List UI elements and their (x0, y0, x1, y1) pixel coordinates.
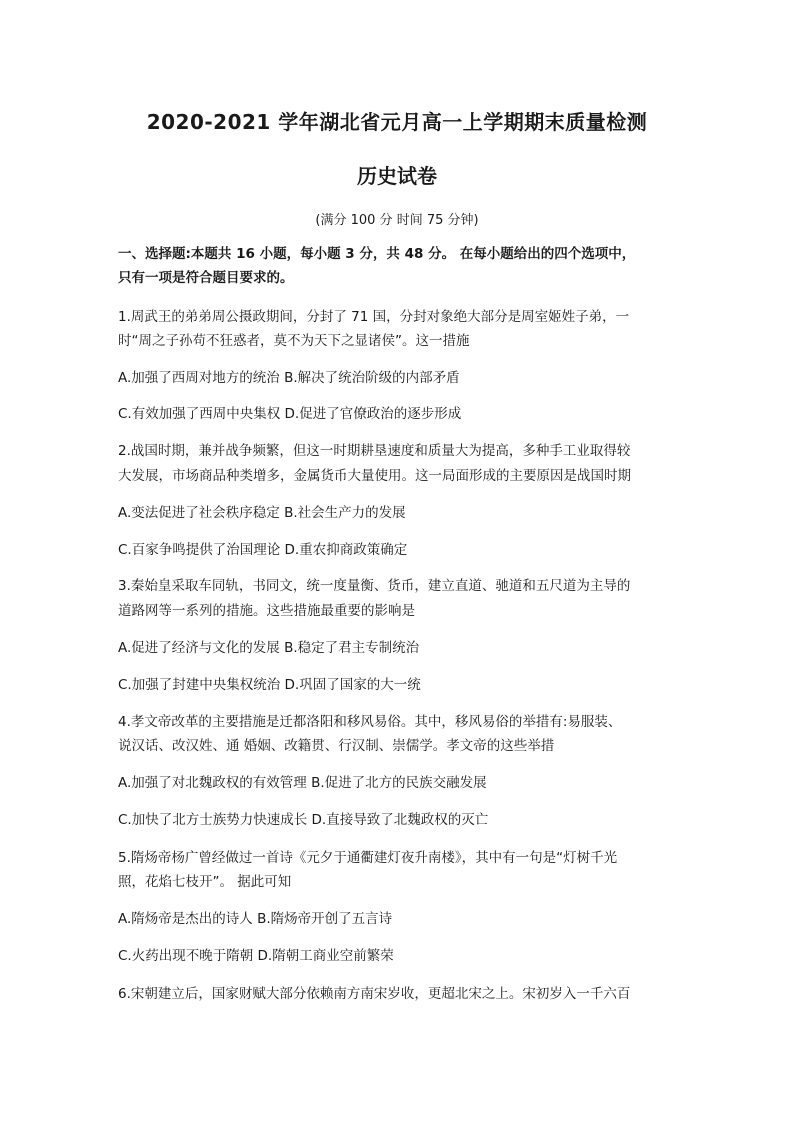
question-3-options-cd: C.加强了封建中央集权统治 D.巩固了国家的大一统 (118, 677, 421, 693)
question-1-options-cd: C.有效加强了西周中央集权 D.促进了官僚政治的逐步形成 (118, 406, 462, 422)
question-3-stem-line-2: 道路网等一系列的措施。这些措施最重要的影响是 (118, 603, 415, 619)
question-2-options-ab: A.变法促进了社会秩序稳定 B.社会生产力的发展 (118, 505, 406, 521)
question-2-options-cd: C.百家争鸣提供了治国理论 D.重农抑商政策确定 (118, 542, 408, 558)
question-3-options-ab: A.促进了经济与文化的发展 B.稳定了君主专制统治 (118, 640, 420, 656)
question-3-stem-line-1: 3.秦始皇采取车同轨，书同文，统一度量衡、货币，建立直道、驰道和五尺道为主导的 (118, 578, 631, 594)
question-1-options-ab: A.加强了西周对地方的统治 B.解决了统治阶级的内部矛盾 (118, 370, 460, 386)
exam-subject: 历史试卷 (357, 164, 437, 188)
section-heading-line-2: 只有一项是符合题目要求的。 (118, 270, 294, 286)
question-5-stem-line-2: 照，花焰七枝开”。 据此可知 (118, 874, 292, 890)
question-2-stem-line-1: 2.战国时期，兼并战争频繁，但这一时期耕垦速度和质量大为提高，多种手工业取得较 (118, 443, 631, 459)
question-1-stem-line-2: 时“周之子孙苟不狂惑者，莫不为天下之显诸侯”。这一措施 (118, 333, 470, 349)
question-4-options-ab: A.加强了对北魏政权的有效管理 B.促进了北方的民族交融发展 (118, 775, 487, 791)
exam-title: 2020-2021 学年湖北省元月高一上学期期末质量检测 (146, 110, 648, 134)
section-heading-line-1: 一、选择题:本题共 16 小题，每小题 3 分，共 48 分。 在每小题给出的四个选项中， (118, 246, 636, 262)
question-1-stem-line-1: 1.周武王的弟弟周公摄政期间，分封了 71 国，分封对象绝大部分是周室姬姓子弟，一 (118, 309, 630, 325)
question-5-options-cd: C.火药出现不晚于隋朝 D.隋朝工商业空前繁荣 (118, 948, 394, 964)
question-4-stem-line-1: 4.孝文帝改革的主要措施是迁都洛阳和移风易俗。其中，移风易俗的举措有:易服装、 (118, 714, 622, 730)
exam-meta: (满分 100 分 时间 75 分钟) (315, 213, 479, 228)
question-5-options-ab: A.隋炀帝是杰出的诗人 B.隋炀帝开创了五言诗 (118, 911, 393, 927)
question-4-options-cd: C.加快了北方士族势力快速成长 D.直接导致了北魏政权的灭亡 (118, 812, 489, 828)
question-4-stem-line-2: 说汉话、改汉姓、通 婚姻、改籍贯、行汉制、崇儒学。孝文帝的这些举措 (118, 738, 555, 754)
question-2-stem-line-2: 大发展，市场商品种类增多，金属货币大量使用。这一局面形成的主要原因是战国时期 (118, 468, 631, 484)
question-6-stem-line-1: 6.宋朝建立后，国家财赋大部分依赖南方南宋岁收，更超北宋之上。宋初岁入一千六百 (118, 986, 631, 1002)
question-5-stem-line-1: 5.隋炀帝杨广曾经做过一首诗《元夕于通衢建灯夜升南楼》，其中有一句是“灯树千光 (118, 850, 618, 866)
